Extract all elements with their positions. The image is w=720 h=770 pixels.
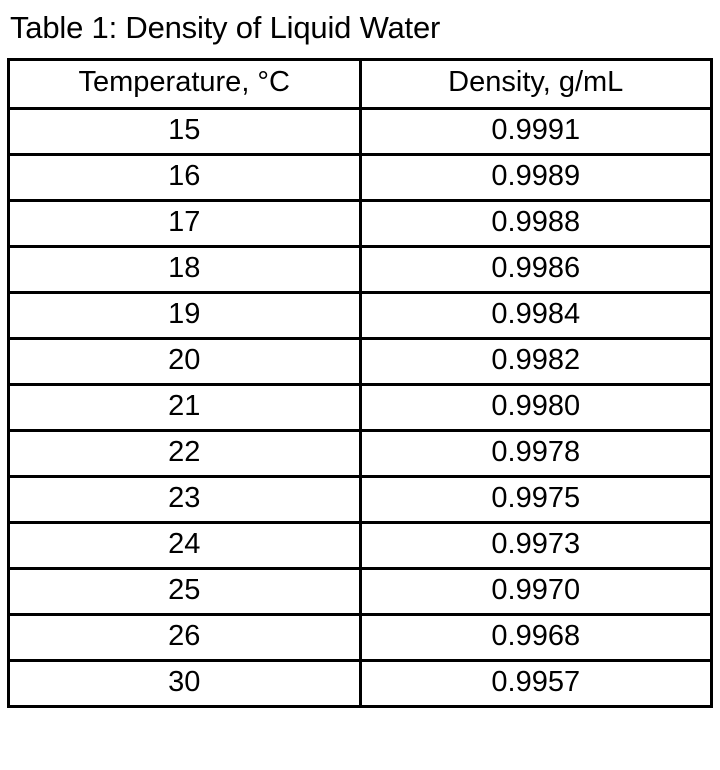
column-header-density: Density, g/mL <box>360 60 712 109</box>
table-row <box>9 569 712 615</box>
cell-temperature: 19 <box>9 293 361 339</box>
table-row <box>9 523 712 569</box>
cell-density: 0.9975 <box>360 477 712 523</box>
cell-temperature: 26 <box>9 615 361 661</box>
cell-density: 0.9988 <box>360 201 712 247</box>
table-row <box>9 385 712 431</box>
table-row <box>9 339 712 385</box>
cell-density: 0.9989 <box>360 155 712 201</box>
cell-density: 0.9973 <box>360 523 712 569</box>
cell-density: 0.9968 <box>360 615 712 661</box>
table-row <box>9 431 712 477</box>
density-table <box>7 58 713 708</box>
cell-density: 0.9978 <box>360 431 712 477</box>
cell-density: 0.9991 <box>360 109 712 155</box>
cell-temperature: 15 <box>9 109 361 155</box>
cell-temperature: 30 <box>9 661 361 707</box>
column-header-temperature: Temperature, °C <box>9 60 361 109</box>
table-row <box>9 201 712 247</box>
cell-temperature: 24 <box>9 523 361 569</box>
table-row <box>9 293 712 339</box>
cell-temperature: 20 <box>9 339 361 385</box>
cell-density: 0.9970 <box>360 569 712 615</box>
cell-temperature: 23 <box>9 477 361 523</box>
table-header-row <box>9 60 712 109</box>
cell-density: 0.9984 <box>360 293 712 339</box>
cell-density: 0.9986 <box>360 247 712 293</box>
table-row <box>9 155 712 201</box>
cell-temperature: 18 <box>9 247 361 293</box>
table-row <box>9 477 712 523</box>
table-row <box>9 661 712 707</box>
cell-temperature: 25 <box>9 569 361 615</box>
table-row <box>9 615 712 661</box>
cell-temperature: 22 <box>9 431 361 477</box>
table-row <box>9 109 712 155</box>
cell-temperature: 16 <box>9 155 361 201</box>
table-caption: Table 1: Density of Liquid Water <box>10 10 441 45</box>
cell-density: 0.9957 <box>360 661 712 707</box>
cell-temperature: 17 <box>9 201 361 247</box>
cell-density: 0.9982 <box>360 339 712 385</box>
table-row <box>9 247 712 293</box>
cell-temperature: 21 <box>9 385 361 431</box>
cell-density: 0.9980 <box>360 385 712 431</box>
